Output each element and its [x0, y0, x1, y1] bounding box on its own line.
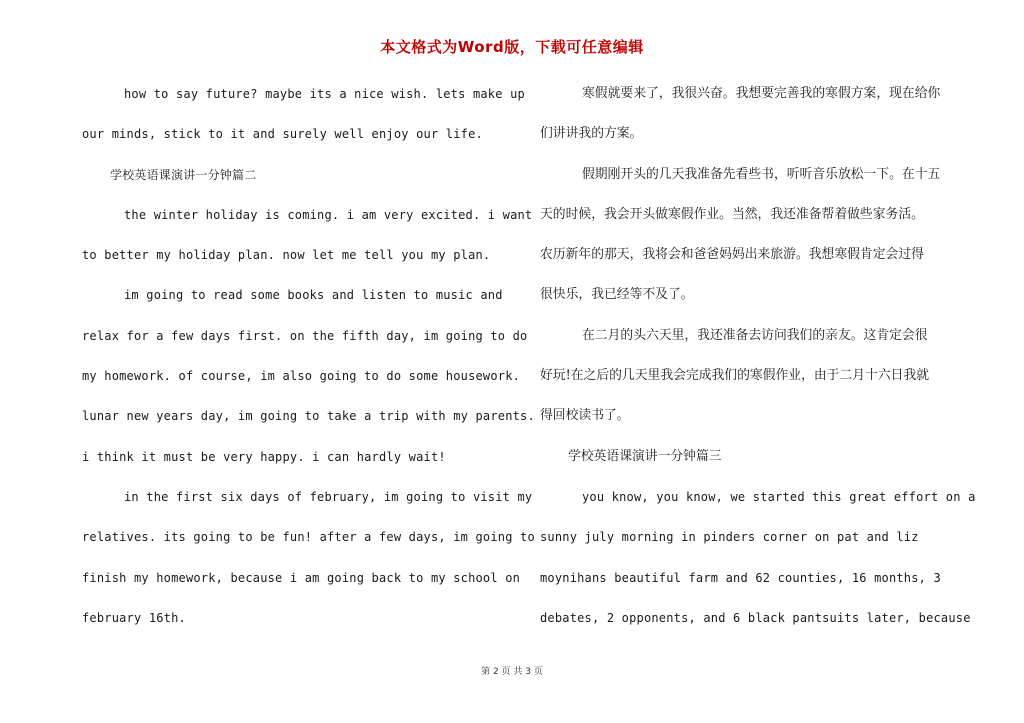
page-footer: 第 2 页 共 3 页 — [481, 667, 543, 677]
right-text-line: moynihans beautiful farm and 62 counties, 16 months, 3 — [540, 570, 941, 585]
left-text-line: our minds, stick to it and surely well enjoy our life. — [82, 127, 483, 142]
right-text-line: sunny july morning in pinders corner on pat and liz — [540, 530, 919, 545]
header-banner: 本文格式为Word版，下载可任意编辑 — [380, 38, 644, 56]
right-text-line: 在二月的头六天里，我还准备去访问我们的亲友。这肯定会很 — [582, 327, 928, 343]
left-text-line: to better my holiday plan. now let me tell you my plan. — [82, 248, 491, 263]
left-text-line: im going to read some books and listen to music and — [124, 288, 503, 303]
left-text-line: the winter holiday is coming. i am very excited. i want — [124, 207, 533, 222]
left-text-line: my homework. of course, im also going to do some housework. — [82, 369, 521, 384]
right-text-line: 们讲讲我的方案。 — [540, 126, 643, 142]
right-text-line: 好玩!在之后的几天里我会完成我们的寒假作业，由于二月十六日我就 — [540, 368, 930, 384]
right-text-line: 很快乐，我已经等不及了。 — [540, 287, 694, 303]
right-text-line: 农历新年的那天，我将会和爸爸妈妈出来旅游。我想寒假肯定会过得 — [540, 247, 924, 263]
right-text-line: 天的时候，我会开头做寒假作业。当然，我还准备帮着做些家务活。 — [540, 206, 924, 222]
right-text-line: 假期刚开头的几天我准备先看些书，听听音乐放松一下。在十五 — [582, 166, 941, 182]
left-text-line: relax for a few days first. on the fifth day, im going to do — [82, 328, 528, 343]
left-text-line: i think it must be very happy. i can hardly wait! — [82, 449, 446, 464]
left-column — [82, 74, 535, 638]
left-text-line: relatives. its going to be fun! after a few days, im going to — [82, 530, 535, 545]
right-text-line: you know, you know, we started this great effort on a — [582, 489, 976, 504]
right-text-line: 寒假就要来了，我很兴奋。我想要完善我的寒假方案，现在给你 — [582, 86, 941, 101]
left-text-line: how to say future? maybe its a nice wish. lets make up — [124, 87, 525, 101]
left-text-line: february 16th. — [82, 610, 186, 625]
right-text-line: 得回校读书了。 — [540, 408, 630, 424]
left-text-line: 学校英语课演讲一分钟篇二 — [110, 167, 257, 182]
right-column — [540, 74, 976, 638]
left-text-line: in the first six days of february, im going to visit my — [124, 489, 533, 504]
right-text-line: 学校英语课演讲一分钟篇三 — [568, 448, 722, 464]
left-text-line: lunar new years day, im going to take a trip with my parents. — [82, 409, 535, 424]
right-text-line: debates, 2 opponents, and 6 black pantsuits later, because — [540, 610, 971, 625]
left-text-line: finish my homework, because i am going back to my school on — [82, 570, 521, 585]
